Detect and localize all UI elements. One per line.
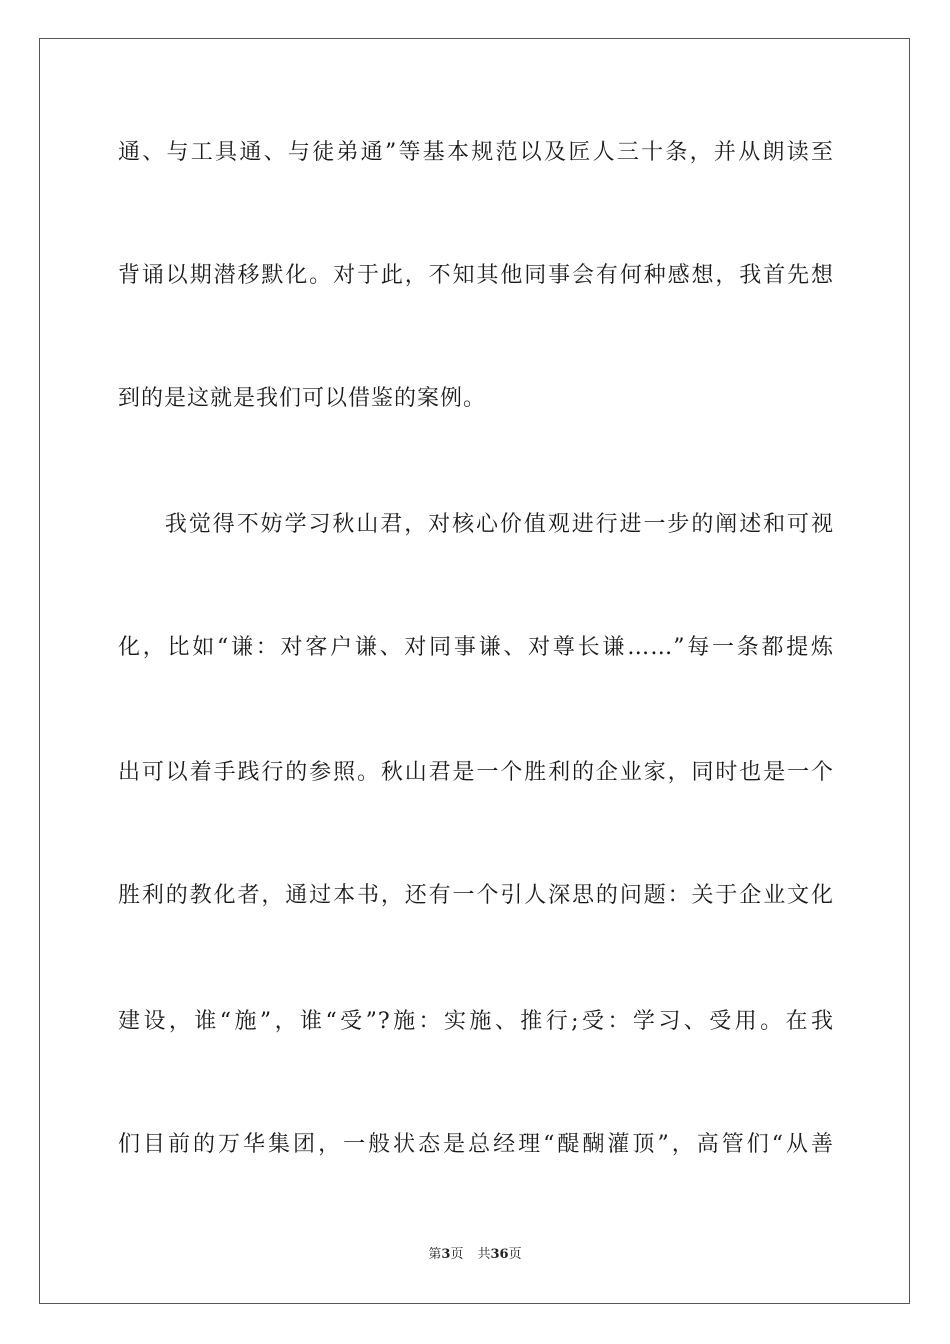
text-line-1: 通、与工具通、与徒弟通”等基本规范以及匠人三十条，并从朗读至 (118, 140, 834, 165)
total-prefix: 共 (477, 1247, 491, 1262)
page-total-number: 36 (490, 1247, 509, 1262)
page-current-number: 3 (441, 1247, 451, 1262)
page-suffix: 页 (450, 1247, 464, 1262)
text-line-9: 们目前的万华集团，一般状态是总经理“醍醐灌顶”，高管们“从善 (118, 1132, 834, 1157)
text-line-7: 胜利的教化者，通过本书，还有一个引人深思的问题：关于企业文化 (118, 883, 834, 908)
page-footer (0, 1246, 950, 1264)
total-suffix: 页 (508, 1247, 522, 1262)
text-line-6: 出可以着手践行的参照。秋山君是一个胜利的企业家，同时也是一个 (118, 760, 834, 785)
page-prefix: 第 (428, 1247, 442, 1262)
text-line-8: 建设，谁“施”，谁“受”?施：实施、推行;受：学习、受用。在我 (118, 1009, 834, 1034)
paragraph-2-line-1 (118, 510, 834, 540)
text-line-5: 化，比如“谦：对客户谦、对同事谦、对尊长谦……”每一条都提炼 (118, 635, 834, 660)
paragraph-2-line-1-text: 我觉得不妨学习秋山君，对核心价值观进行进一步的阐述和可视 (164, 512, 834, 537)
text-line-3: 到的是这就是我们可以借鉴的案例。 (118, 386, 487, 411)
page-border (39, 38, 910, 1304)
text-line-2: 背诵以期潜移默化。对于此，不知其他同事会有何种感想，我首先想 (118, 263, 834, 288)
